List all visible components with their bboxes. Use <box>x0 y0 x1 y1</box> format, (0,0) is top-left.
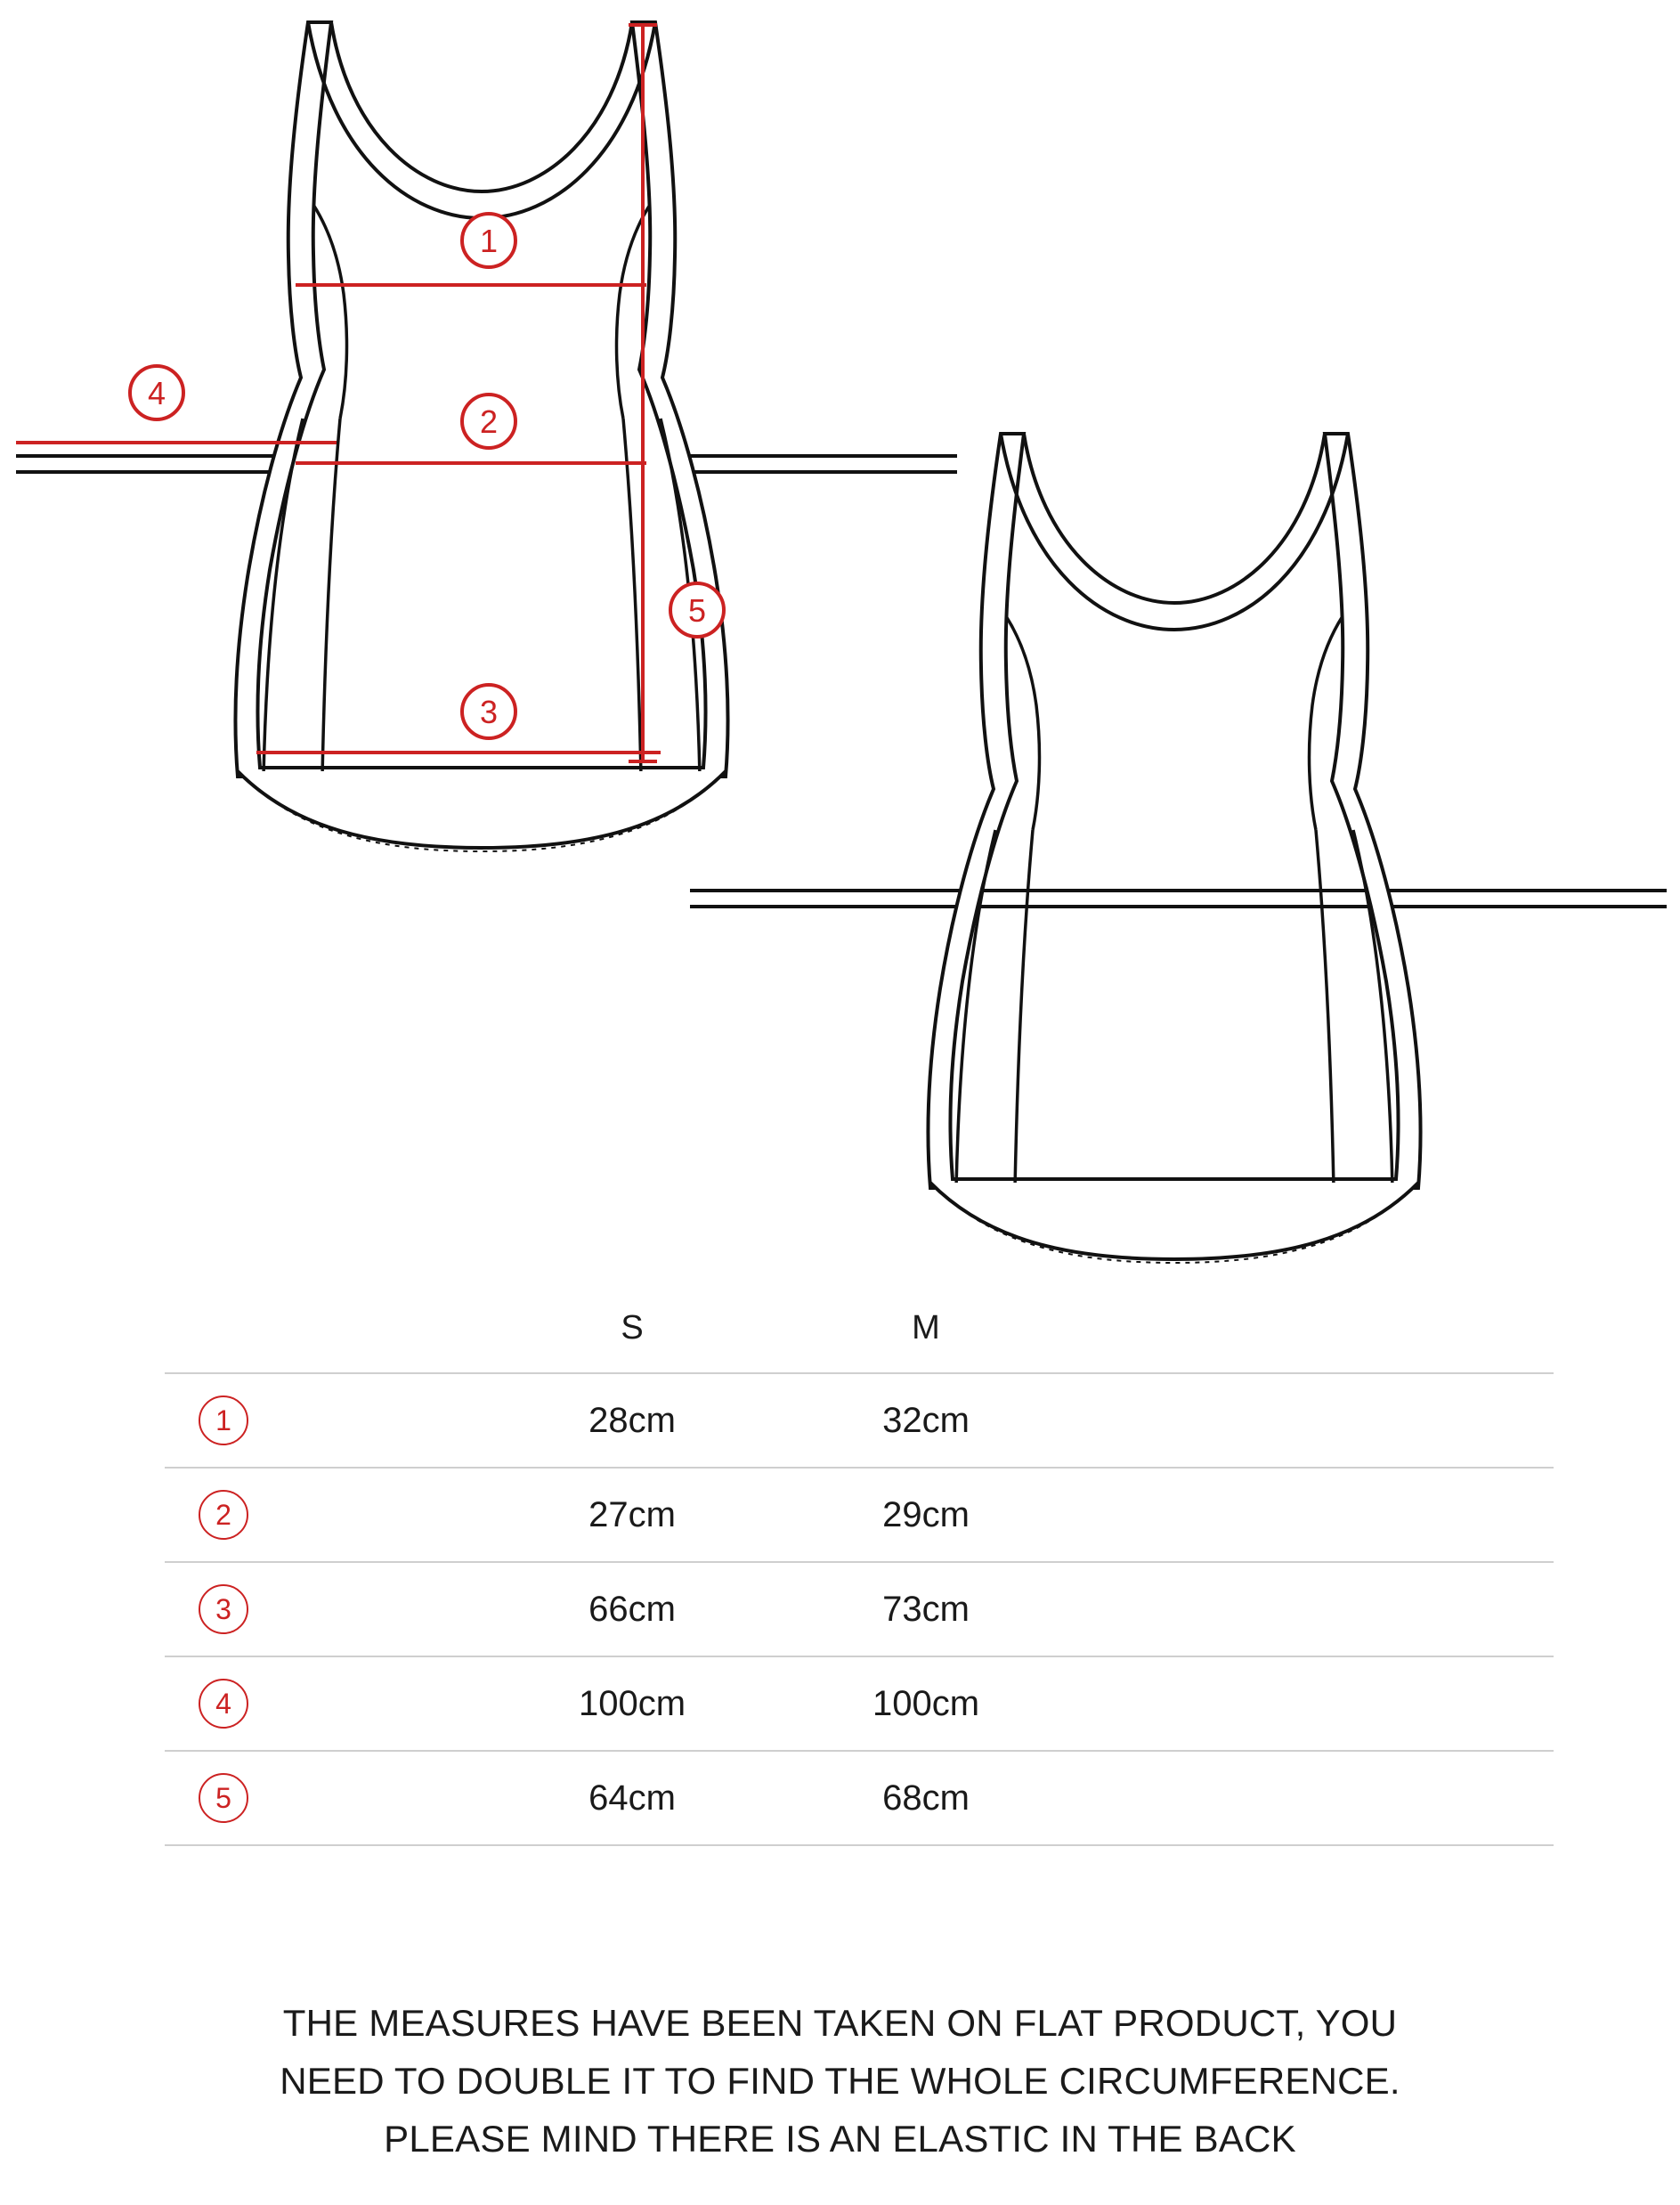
ref-badge-1: 1 <box>199 1395 248 1445</box>
callout-badge-2 <box>462 395 515 448</box>
header-size-m: M <box>912 1309 940 1347</box>
note-line-3: PLEASE MIND THERE IS AN ELASTIC IN THE BACK <box>384 2117 1296 2160</box>
measurement-note <box>0 1995 1680 2168</box>
back-neckline <box>1024 434 1325 603</box>
table-row <box>165 1656 1554 1751</box>
row-ref-cell <box>165 1751 485 1845</box>
table-row <box>165 1751 1554 1845</box>
measurements-table <box>165 1309 1554 1846</box>
table-row <box>165 1373 1554 1468</box>
back-view <box>687 434 1667 1263</box>
row-3-size-m: 73cm <box>779 1562 1073 1656</box>
row-4-size-m: 100cm <box>779 1656 1073 1751</box>
back-tie-lines <box>690 891 1667 907</box>
note-line-1: THE MEASURES HAVE BEEN TAKEN ON FLAT PRODUCT, YOU <box>282 2002 1398 2044</box>
row-5-size-s: 64cm <box>485 1751 779 1845</box>
size-chart-table <box>0 1309 1680 1846</box>
row-1-pad <box>1073 1373 1554 1468</box>
callout-badge-5-label: 5 <box>687 592 707 629</box>
callout-badge-4-label: 4 <box>147 375 166 411</box>
row-3-size-s: 66cm <box>485 1562 779 1656</box>
callout-badge-2-label: 2 <box>479 403 499 440</box>
row-1-size-s: 28cm <box>485 1373 779 1468</box>
row-ref-cell <box>165 1562 485 1656</box>
callout-badge-5 <box>670 583 724 637</box>
row-2-size-m: 29cm <box>779 1468 1073 1562</box>
back-seam-2 <box>1316 830 1334 1188</box>
table-body <box>165 1373 1554 1845</box>
callout-badge-3-label: 3 <box>479 694 499 730</box>
ref-badge-5: 5 <box>199 1773 248 1823</box>
row-5-size-m: 68cm <box>779 1751 1073 1845</box>
row-5-pad <box>1073 1751 1554 1845</box>
front-hem <box>238 771 726 848</box>
callout-badge-4 <box>130 366 183 419</box>
row-ref-cell <box>165 1656 485 1751</box>
row-2-pad <box>1073 1468 1554 1562</box>
row-4-size-s: 100cm <box>485 1656 779 1751</box>
ref-badge-4: 4 <box>199 1679 248 1729</box>
row-1-size-m: 32cm <box>779 1373 1073 1468</box>
callout-badge-1 <box>462 214 515 267</box>
callout-badge-3 <box>462 685 515 738</box>
header-ref <box>165 1309 485 1373</box>
back-seam-1 <box>1015 830 1033 1188</box>
row-2-size-s: 27cm <box>485 1468 779 1562</box>
header-size-s: S <box>621 1309 644 1347</box>
table-header <box>165 1309 1554 1373</box>
row-ref-cell <box>165 1373 485 1468</box>
ref-badge-2: 2 <box>199 1490 248 1540</box>
header-pad <box>1073 1309 1554 1373</box>
ref-badge-3: 3 <box>199 1584 248 1634</box>
row-ref-cell <box>165 1468 485 1562</box>
callout-badge-1-label: 1 <box>479 223 499 259</box>
table-row <box>165 1468 1554 1562</box>
back-hem <box>930 1183 1418 1259</box>
row-3-pad <box>1073 1562 1554 1656</box>
table-row <box>165 1562 1554 1656</box>
row-4-pad <box>1073 1656 1554 1751</box>
note-line-2: NEED TO DOUBLE IT TO FIND THE WHOLE CIRCUMFERENCE. <box>280 2059 1400 2102</box>
table-header-row <box>165 1309 1554 1373</box>
